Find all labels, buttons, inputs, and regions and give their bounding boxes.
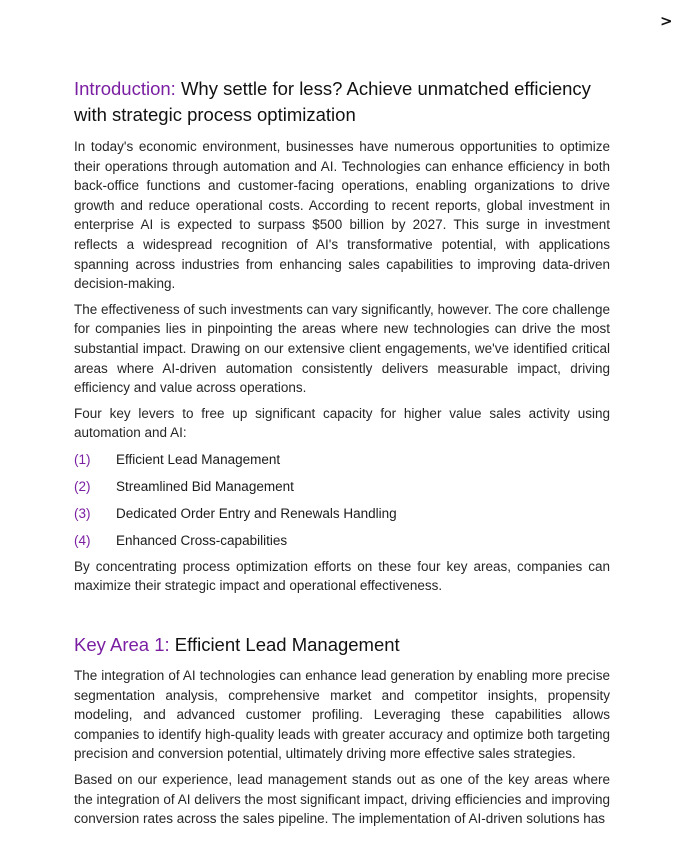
levers-list xyxy=(74,450,610,551)
list-item-number: (3) xyxy=(74,506,91,522)
key-area-1-paragraph: The integration of AI technologies can enhance lead generation by enabling more precise segmentation analysis, comprehensive market and competitor insights, propensity modeling, and advanced customer profiling. Leveraging these capabilities allows companies to identify high-quality leads with greater accuracy and optimize both targeting precision and conversion potential, ultimately driving more effective sales strategies. xyxy=(74,667,610,762)
intro-paragraph: In today's economic environment, businesses have numerous opportunities to optimize their operations through automation and AI. Technologies can enhance efficiency in both back-office functions and customer-facing operations, enabling organizations to drive growth and reduce operational costs. According to recent reports, global investment in enterprise AI is expected to surpass $500 billion by 2027. This surge in investment reflects a widespread recognition of AI's transformative potential, with applications spanning across industries from enhancing sales capabilities to improving data-driven decision-making. xyxy=(74,139,610,292)
key-area-1-heading xyxy=(74,632,610,658)
list-item-label: Dedicated Order Entry and Renewals Handling xyxy=(116,506,397,522)
list-item xyxy=(74,504,610,524)
key-area-1-heading-prefix: Key Area 1: xyxy=(74,633,170,655)
list-item xyxy=(74,531,610,551)
list-item-number: (1) xyxy=(74,451,91,467)
brand-chevron-icon: > xyxy=(660,12,673,30)
document-content xyxy=(74,76,610,829)
list-item-label: Enhanced Cross-capabilities xyxy=(116,533,288,549)
intro-closing-paragraph: By concentrating process optimization efforts on these four key areas, companies can maximize their strategic impact and operational effectiveness. xyxy=(74,558,610,594)
key-area-1-heading-text: Efficient Lead Management xyxy=(169,633,400,655)
list-item-number: (4) xyxy=(74,533,91,549)
intro-paragraph: Four key levers to free up significant capacity for higher value sales activity using automation and AI: xyxy=(74,405,610,441)
intro-paragraph: The effectiveness of such investments can vary significantly, however. The core challenge for companies lies in pinpointing the areas where new technologies can drive the most substantial impact. Drawing on our extensive client engagements, we've identified critical areas where AI-driven automation consistently delivers measurable impact, driving efficiency and value across operations. xyxy=(74,301,610,396)
intro-heading-text: Why settle for less? Achieve unmatched efficiency with strategic process optimization xyxy=(74,78,591,125)
list-item-label: Streamlined Bid Management xyxy=(116,479,294,494)
key-area-1-paragraph: Based on our experience, lead management stands out as one of the key areas where the integration of AI delivers the most significant impact, driving efficiencies and improving conversion rates across the sales pipeline. The implementation of AI-driven solutions has xyxy=(74,771,610,827)
list-item xyxy=(74,477,610,497)
list-item xyxy=(74,450,610,470)
list-item-number: (2) xyxy=(74,479,91,494)
list-item-label: Efficient Lead Management xyxy=(116,451,281,467)
intro-heading xyxy=(74,76,610,128)
intro-heading-prefix: Introduction: xyxy=(74,78,176,99)
